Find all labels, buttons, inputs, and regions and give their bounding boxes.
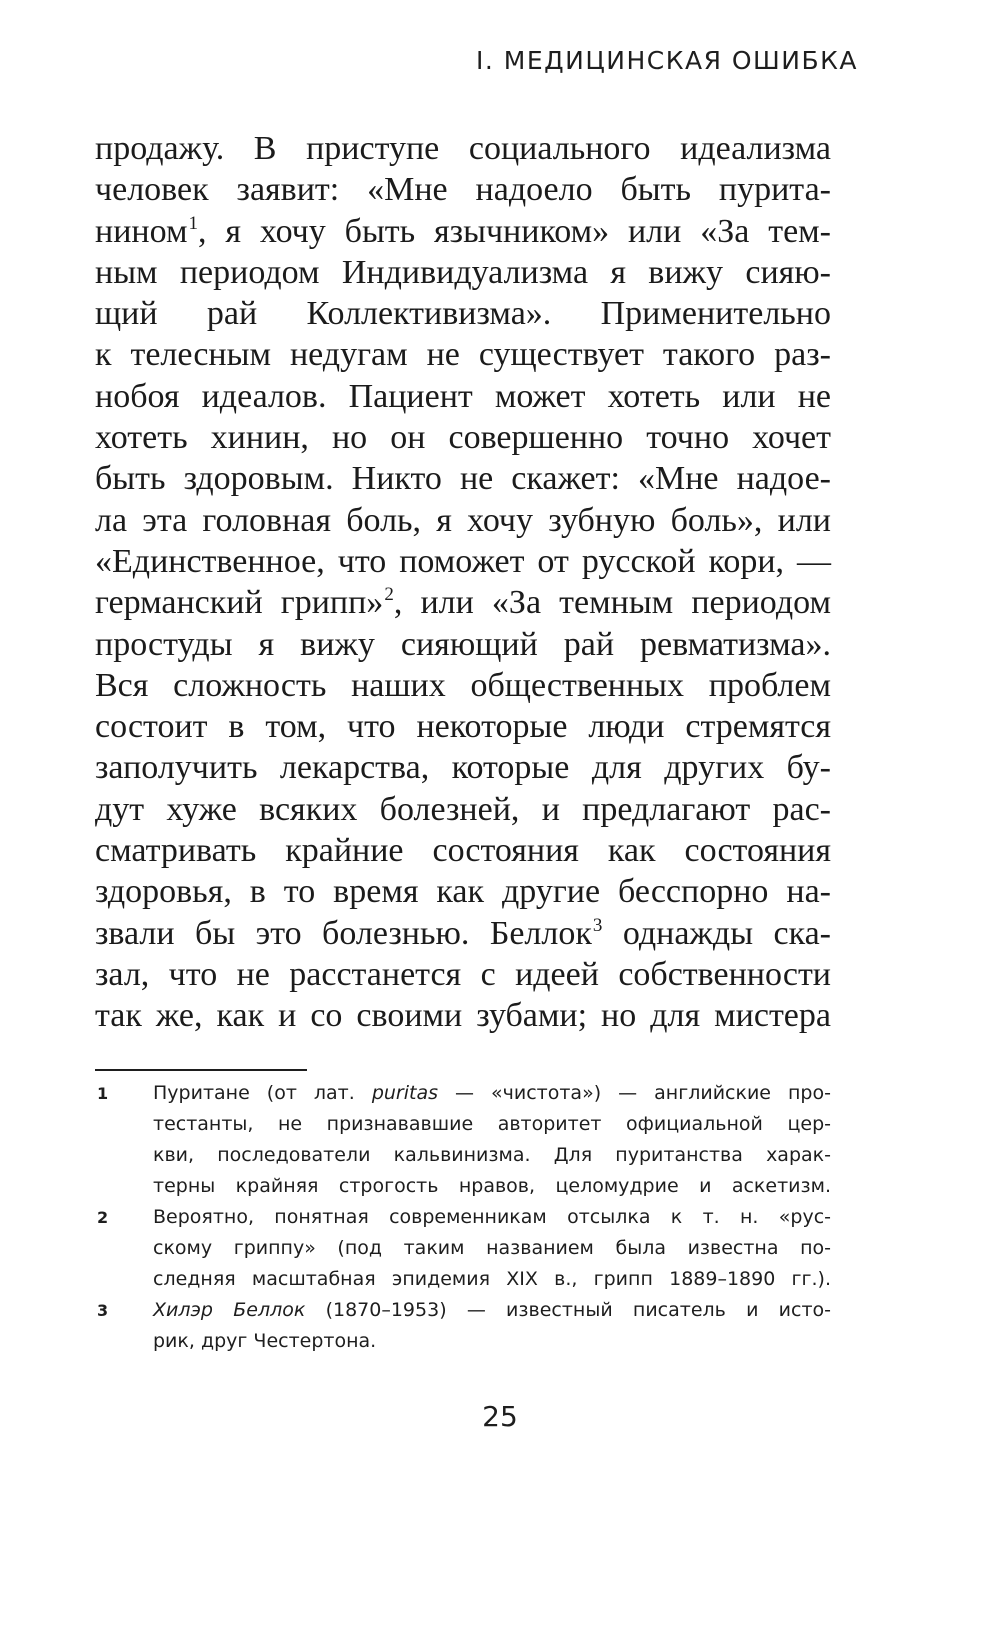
body-line: быть здоровым. Никто не скажет: «Мне надое-: [95, 460, 831, 498]
footnote-number: 1: [97, 1084, 109, 1103]
body-line: щий рай Коллективизма». Применительно: [95, 295, 831, 333]
body-line: нином$^1$, я хочу быть язычником» или «За тем-: [95, 212, 831, 250]
body-line: ным периодом Индивидуализма я вижу сияю-: [95, 253, 831, 291]
footnote-line: Пуритане (от лат. puritas — «чистота») — английские про-: [153, 1082, 831, 1104]
footnotes: [95, 1078, 831, 1357]
footnote-line: Вероятно, понятная современникам отсылка к т. н. «рус-: [153, 1206, 831, 1228]
body-line: заполучить лекарства, которые для других бу-: [95, 749, 831, 787]
footnote-line: скому гриппу» (под таким названием была известна по-: [153, 1237, 831, 1259]
body-line: дут хуже всяких болезней, и предлагают рас-: [95, 790, 831, 828]
footnote-number: 3: [97, 1301, 109, 1320]
footnote-ref-1[interactable]: 1: [188, 212, 198, 234]
footnote-3: [95, 1295, 831, 1357]
body-line: германский грипп»$^2$, или «За темным периодом: [95, 584, 831, 622]
footnote-line: тестанты, не признававшие авторитет официальной цер-: [153, 1113, 831, 1135]
body-line: человек заявит: «Мне надоело быть пурита-: [95, 171, 831, 209]
body-line: ла эта головная боль, я хочу зубную боль», или: [95, 501, 831, 539]
page-number: 25: [482, 1400, 518, 1433]
body-line: звали бы это болезнью. Беллок$^3$ однажды ска-: [95, 914, 832, 952]
footnote-2: [95, 1202, 831, 1295]
body-line: сматривать крайние состояния как состояния: [95, 832, 831, 870]
body-line: продажу. В приступе социального идеализма: [95, 130, 831, 167]
body-text: [95, 128, 831, 1037]
footnote-ref-2[interactable]: 2: [384, 584, 394, 606]
body-line: нобоя идеалов. Пациент может хотеть или не: [95, 377, 831, 415]
body-line: так же, как и со своими зубами; но для мистера: [95, 997, 831, 1035]
body-line: Вся сложность наших общественных проблем: [95, 666, 831, 704]
footnote-line: следняя масштабная эпидемия XIX в., грипп 1889–1890 гг.).: [153, 1268, 831, 1290]
footnote-1: [95, 1078, 831, 1202]
footnote-line: кви, последователи кальвинизма. Для пуританства харак-: [153, 1144, 831, 1166]
body-line: «Единственное, что поможет от русской кори, —: [95, 542, 831, 580]
body-line: зал, что не расстанется с идеей собственности: [95, 955, 831, 993]
footnote-line: рик, друг Честертона.: [153, 1330, 377, 1352]
body-line: здоровья, в то время как другие бесспорно на-: [95, 873, 831, 911]
body-line: к телесным недугам не существует такого раз-: [95, 336, 831, 374]
footnote-line: терны крайняя строгость нравов, целомудрие и аскетизм.: [153, 1175, 831, 1197]
running-title: I. МЕДИЦИНСКАЯ ОШИБКА: [475, 46, 858, 75]
body-line: простуды я вижу сияющий рай ревматизма».: [95, 625, 831, 663]
body-line: состоит в том, что некоторые люди стремятся: [95, 708, 831, 746]
footnote-ref-3[interactable]: 3: [592, 914, 603, 936]
footnote-number: 2: [97, 1208, 109, 1227]
footnote-divider: [95, 1069, 307, 1071]
body-line: хотеть хинин, но он совершенно точно хочет: [95, 419, 831, 457]
footnote-line: Хилэр Беллок (1870–1953) — известный писатель и исто-: [153, 1299, 831, 1321]
